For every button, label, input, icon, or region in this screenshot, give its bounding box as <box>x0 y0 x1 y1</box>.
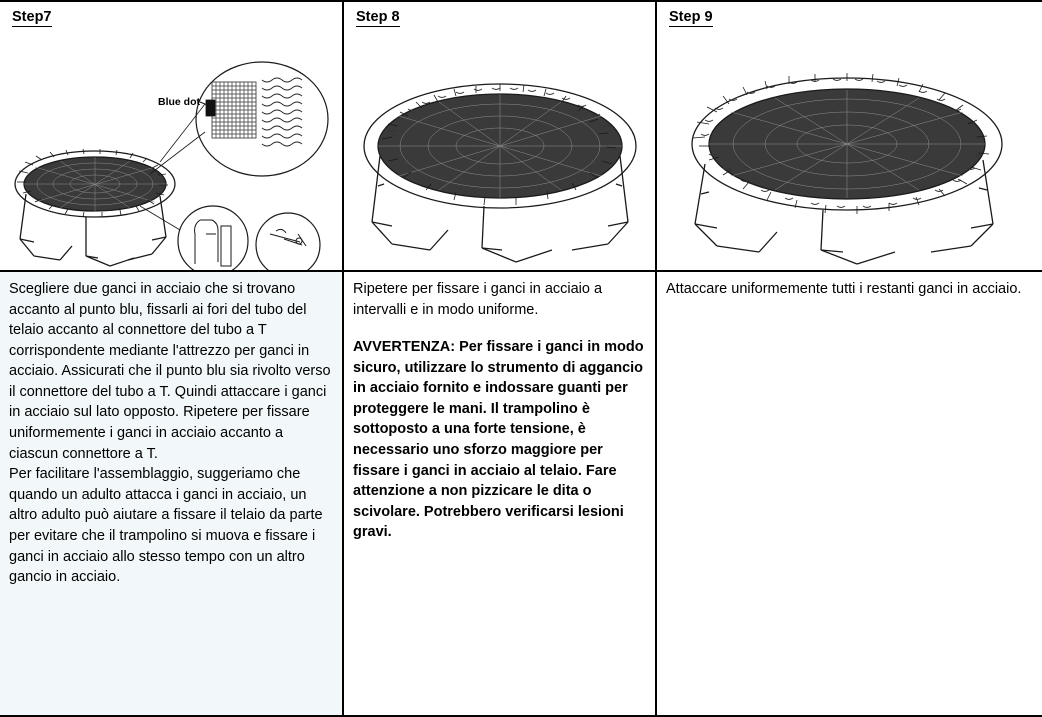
figure-step-9 <box>657 34 1042 272</box>
step-7-text <box>0 272 342 715</box>
step-column-7 <box>0 2 344 715</box>
step-title-9-text: Step 9 <box>669 9 713 25</box>
step-column-9 <box>657 2 1042 715</box>
step-7-paragraph-2: Per facilitare l'assemblaggio, suggeriamo che quando un adulto attacca i ganci in acciaio, un altro adulto può aiutare a fissare il telaio da parte per evitare che il trampolino si muova e fissare i ganci in acciaio allo stesso tempo con un altro gancio in acciaio. <box>9 466 323 586</box>
figure-step-7 <box>0 34 342 272</box>
step-9-text <box>657 272 1042 715</box>
step-8-paragraph-1: Ripetere per fissare i ganci in acciaio a intervalli e in modo uniforme. <box>353 281 603 318</box>
figure-step-7-drawing <box>0 34 342 270</box>
step-column-8 <box>344 2 657 715</box>
figure-step-9-drawing <box>657 34 1042 270</box>
step-title-9 <box>657 2 1042 34</box>
steps-grid <box>0 2 1042 715</box>
step-title-7-text: Step7 <box>12 9 52 25</box>
step-8-text <box>344 272 655 715</box>
step-title-7 <box>0 2 342 34</box>
figure-step-8-drawing <box>344 34 655 270</box>
figure-step-8 <box>344 34 655 272</box>
blue-dot-label: Blue dot <box>158 96 200 108</box>
step-title-8-text: Step 8 <box>356 9 400 25</box>
step-8-warning: AVVERTENZA: Per fissare i ganci in modo sicuro, utilizzare lo strumento di aggancio in acciaio fornito e indossare guanti per proteggere le mani. Il trampolino è sottoposto a una forte tensione, è necessario uno sforzo maggiore per fissare i ganci in acciaio al telaio. Fare attenzione a non pizzicare le dita o scivolare. Potrebbero verificarsi lesioni gravi. <box>353 339 644 541</box>
step-7-paragraph-1: Scegliere due ganci in acciaio che si trovano accanto al punto blu, fissarli ai fori del tubo del telaio accanto al connettore del tubo a T corrispondente mediante l'attrezzo per ganci in acciaio. Assicurati che il punto blu sia rivolto verso il connettore del tubo a T. Quindi attaccare i ganci in acciaio sul lato opposto. Ripetere per fissare uniformemente i ganci in acciaio accanto a ciascun connettore a T. <box>9 281 331 462</box>
step-9-paragraph-1: Attaccare uniformemente tutti i restanti ganci in acciaio. <box>666 281 1022 297</box>
step-title-8 <box>344 2 655 34</box>
